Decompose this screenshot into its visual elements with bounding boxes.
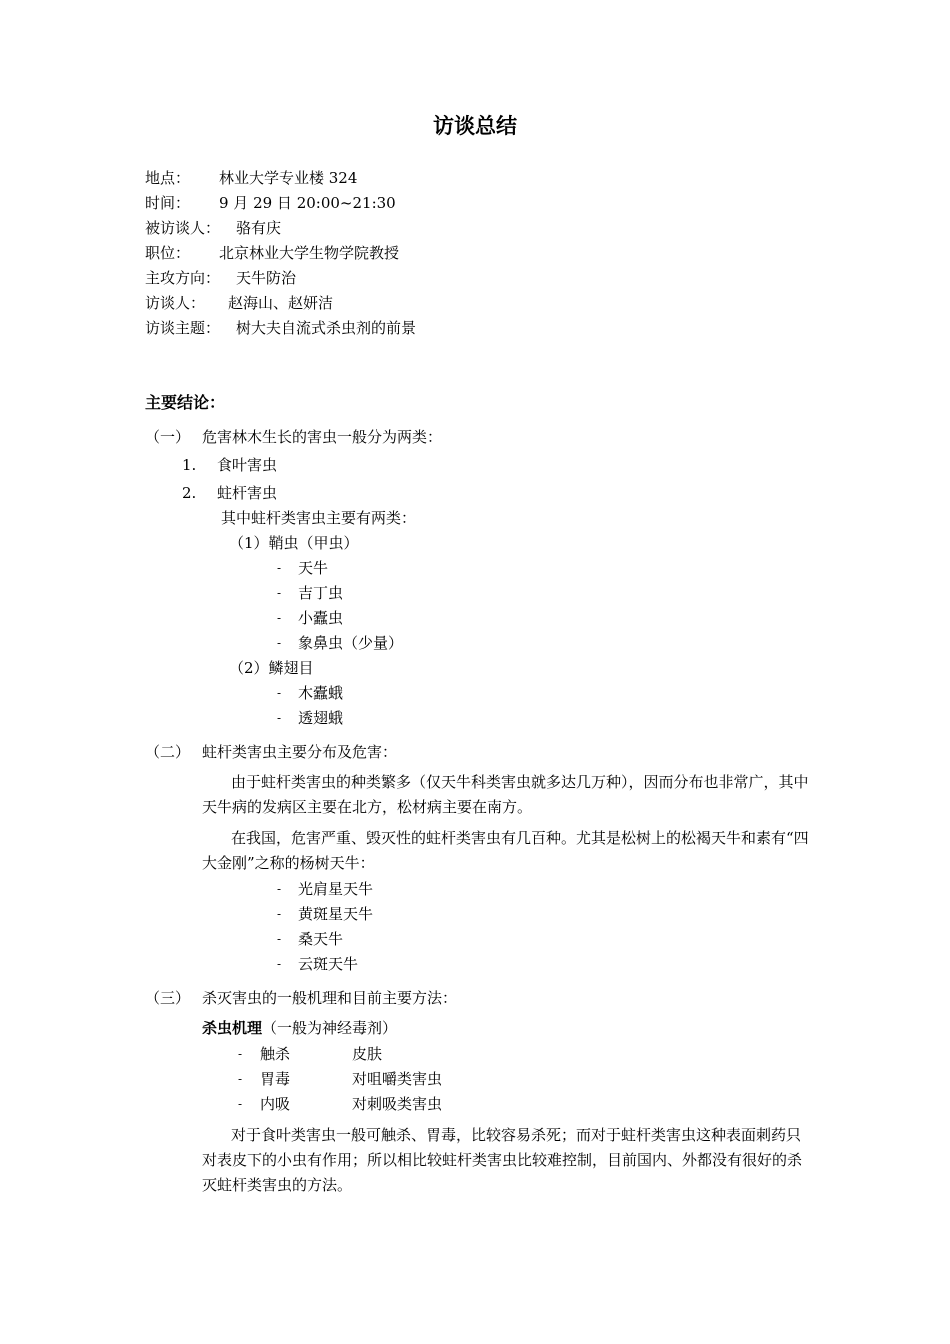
bullet-dash: - <box>277 882 282 896</box>
mechanism-desc: 对咀嚼类害虫 <box>352 1070 443 1088</box>
info-label-position: 职位： <box>145 244 191 262</box>
section2-heading: 蛀杆类害虫主要分布及危害： <box>202 743 398 761</box>
mechanism-name: 触杀 <box>260 1045 291 1063</box>
info-value-interviewee: 骆有庆 <box>236 219 282 237</box>
info-label-research: 主攻方向： <box>145 269 221 287</box>
list-item: 桑天牛 <box>298 930 344 948</box>
bullet-dash: - <box>277 561 282 575</box>
section1-heading: 危害林木生长的害虫一般分为两类： <box>202 428 443 446</box>
info-value-position: 北京林业大学生物学院教授 <box>219 244 400 262</box>
bullet-dash: - <box>238 1072 243 1086</box>
list-item: 光肩星天牛 <box>298 880 374 898</box>
group-label: （1）鞘虫（甲虫） <box>229 534 359 552</box>
group-label: （2）鳞翅目 <box>229 659 314 677</box>
info-value-research: 天牛防治 <box>236 269 297 287</box>
info-value-time: 9 月 29 日 20:00~21:30 <box>219 194 396 212</box>
section2-paragraph-2: 在我国，危害严重、毁灭性的蛀杆类害虫有几百种。尤其是松树上的松褐天牛和素有“四大金刚”之称的杨树天牛： <box>202 829 809 872</box>
bullet-dash: - <box>277 611 282 625</box>
mechanism-name: 胃毒 <box>260 1070 291 1088</box>
bullet-dash: - <box>277 586 282 600</box>
mechanism-line <box>202 1018 397 1038</box>
section2-paragraph-1: 由于蛀杆类害虫的种类繁多（仅天牛科类害虫就多达几万种），因而分布也非常广，其中天牛病的发病区主要在北方，松材病主要在南方。 <box>202 773 809 816</box>
list-item: 云斑天牛 <box>298 955 359 973</box>
info-value-location: 林业大学专业楼 324 <box>219 169 358 187</box>
conclusions-heading: 主要结论： <box>145 393 226 412</box>
bullet-dash: - <box>277 907 282 921</box>
bullet-dash: - <box>238 1097 243 1111</box>
info-label-location: 地点： <box>145 169 191 187</box>
list-item-text: 食叶害虫 <box>217 456 278 474</box>
info-value-topic: 树大夫自流式杀虫剂的前景 <box>236 319 417 337</box>
info-label-topic: 访谈主题： <box>145 319 221 337</box>
info-label-interviewers: 访谈人： <box>145 294 206 312</box>
list-item: 吉丁虫 <box>298 584 344 602</box>
bullet-dash: - <box>277 932 282 946</box>
mechanism-desc: 对刺吸类害虫 <box>352 1095 443 1113</box>
list-item: 木蠹蛾 <box>298 684 344 702</box>
bullet-dash: - <box>277 686 282 700</box>
section1-number: （一） <box>145 428 191 446</box>
list-number: 1. <box>182 456 197 474</box>
bullet-dash: - <box>277 957 282 971</box>
mechanism-name: 内吸 <box>260 1095 291 1113</box>
list-item-text: 蛀杆害虫 <box>217 484 278 502</box>
list-item: 象鼻虫（少量） <box>298 634 404 652</box>
bullet-dash: - <box>238 1047 243 1061</box>
list-number: 2. <box>182 484 197 502</box>
document-title: 访谈总结 <box>433 114 517 138</box>
list-item: 天牛 <box>298 559 329 577</box>
section2-number: （二） <box>145 743 191 761</box>
section1-sub-intro: 其中蛀杆类害虫主要有两类： <box>221 509 417 527</box>
section3-paragraph: 对于食叶类害虫一般可触杀、胃毒，比较容易杀死；而对于蛀杆类害虫这种表面刺药只对表皮下的小虫有作用；所以相比较蛀杆类害虫比较难控制，目前国内、外都没有很好的杀灭蛀杆类害虫的方法。 <box>202 1126 803 1194</box>
list-item: 黄斑星天牛 <box>298 905 374 923</box>
section3-heading: 杀灭害虫的一般机理和目前主要方法： <box>202 989 458 1007</box>
mechanism-title: 杀虫机理 <box>202 1019 263 1037</box>
info-value-interviewers: 赵海山、赵妍洁 <box>228 294 334 312</box>
list-item: 透翅蛾 <box>298 709 344 727</box>
bullet-dash: - <box>277 711 282 725</box>
mechanism-note: （一般为神经毒剂） <box>262 1019 398 1037</box>
info-label-time: 时间： <box>145 194 191 212</box>
bullet-dash: - <box>277 636 282 650</box>
mechanism-desc: 皮肤 <box>352 1045 383 1063</box>
list-item: 小蠹虫 <box>298 609 344 627</box>
section3-number: （三） <box>145 989 191 1007</box>
info-label-interviewee: 被访谈人： <box>145 219 221 237</box>
